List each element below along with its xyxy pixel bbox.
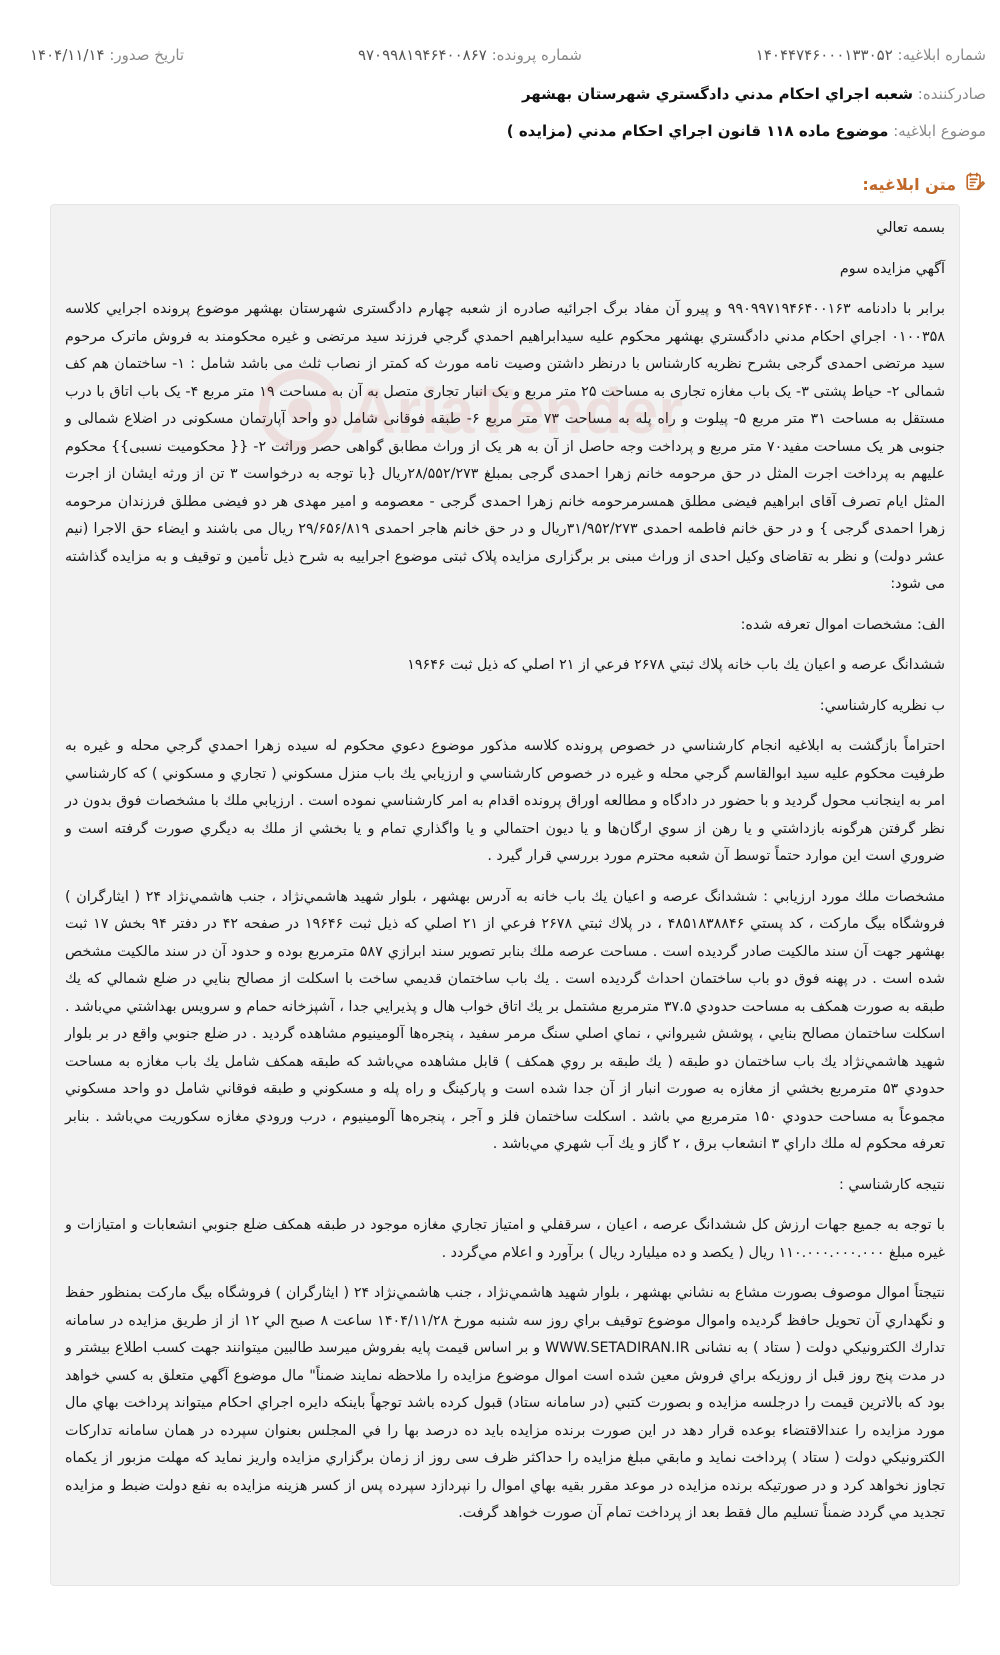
notice-number	[756, 46, 986, 70]
issue-date-label: تاريخ صدور:	[109, 46, 185, 64]
subject-line	[507, 122, 986, 140]
body-paragraph: ششدانگ عرصه و اعيان يك باب خانه پلاك ثبتي ۲۶۷۸ فرعي از ۲۱ اصلي كه ذيل ثبت ۱۹۶۴۶	[407, 657, 945, 673]
issuer-value: شعبه اجراي احکام مدني دادگستري شهرستان بهشهر	[521, 85, 913, 103]
body-paragraph: با توجه به جميع جهات ارزش كل ششدانگ عرصه ، اعيان ، سرقفلي و امتياز تجاري مغازه موجود در طبقه همكف ضلع جنوبي انشعابات و امتيازات و غيره مبلغ ۱۱۰.۰۰۰.۰۰۰.۰۰۰ ريال ( يكصد و ده ميليارد ريال ) برآورد و اعلام مي‌گردد .	[65, 1217, 945, 1261]
body-paragraph: ب نظريه کارشناسي:	[819, 697, 945, 714]
body-paragraph: نتيجه کارشناسي :	[838, 1176, 945, 1193]
notice-number-value: ۱۴۰۴۴۷۴۶۰۰۰۱۳۳۰۵۲	[755, 46, 893, 64]
body-paragraph: نتيجتاً اموال موصوف بصورت مشاع به نشاني بهشهر ، بلوار شهيد هاشمي‌نژاد ، جنب هاشمي‌نژاد ۲۴ ( ايثارگران ) فروشگاه بيگ ماركت بمنظور حفظ و نگهداري آن تحويل حافظ گرديده واموال موضوع توقيف براي روز سه شنبه مورخ ۱۴۰۴/۱۱/۲۸ ساعت ۸ صبح الي ۱۲ از از طريق مزايده در سامانه تدارك الكترونيكي دولت ( ستاد ) به نشانی WWW.SETADIRAN.IR و بر اساس قيمت پايه بفروش ميرسد طالبين ميتوانند جهت كسب اطلاع بيشتر و در مدت پنج روز قبل از روزيكه براي فروش معين شده است اموال موضوع مزايده را ملاحظه نمايند ضمناً" مال موضوع آگهي متعلق به كسي خواهد بود كه بالاترين قيمت را درجلسه مزايده و بصورت كتبي (در سامانه ستاد) قبول كرده باشد توجهاً باينكه دايره اجراي احكام ميتواند پرداخت بهاي مال مورد مزايده را عندالاقتضاء بوعده قرار دهد در اين صورت برنده مزايده بايد ده درصد بها را في المجلس بعنوان سپرده در همان سامانه تداركات الكترونيكي دولت ( ستاد ) پرداخت نمايد و مابقي مبلغ مزايده را حداكثر ظرف سی روز از زمان برگزاري مزايده واريز نمايد كه مهلت مزبور از يكماه تجاوز نخواهد كرد و در صورتيكه برنده مزايده در موعد مقرر بقيه بهاي اموال را نپردازد سپرده پس از كسر هزينه مزايده به نفع دولت ضبط و مزايده تجديد مي گردد ضمناً تسليم مال فقط بعد از پرداخت تمام آن صورت خواهد گرفت.	[65, 1285, 945, 1521]
case-number-label: شماره پرونده:	[491, 46, 582, 64]
body-paragraph: الف: مشخصات اموال تعرفه شده:	[740, 616, 945, 633]
body-paragraph: بسمه تعالي	[876, 220, 945, 236]
body-paragraph: برابر با دادنامه ۹۹۰۹۹۷۱۹۴۶۴۰۰۱۶۳ و پيرو آن مفاد برگ اجرائيه صادره از شعبه چهارم دادگستری شهرستان بهشهر موضوع پرونده اجرايي کلاسه ۰۱۰۰۳۵۸ اجراي احکام مدني دادگستري بهشهر محکوم عليه سيدابراهيم احمدي گرجي فرزند سيد مرتضی و غيره محکومند به فروش ماترک مرحوم سيد مرتضی احمدی گرجی بشرح نظريه کارشناس با درنظر داشتن وصيت نامه مورث که کمتر از نصاب ثلث می باشد شامل : ۱- ساختمان هم کف شمالی ۲- حياط پشتی ۳- يک باب مغازه تجاری به مساحت ۲۵ متر مربع و يک انبار تجاری متصل به آن به مساحت ۱۹ متر مربع ۴- يک باب اتاق با درب مستقل به مساحت ۳۱ متر مربع ۵- پيلوت و راه پله به مساحت ۷۳ متر مربع ۶- طبقه فوقانی شامل دو واحد آپارتمان مسکونی در اضلاع شمالی و جنوبی هر يک مساحت مفيد۷۰ متر مربع و پرداخت وجه حاصل از آن به هر يک از وراث مطابق گواهی حصر وراثت ۲- {{ محکوميت نسبی}} محکوم عليهم به پرداخت اجرت المثل در حق مرحومه خانم زهرا احمدی گرجی بمبلغ ۲۸/۵۵۲/۲۷۳ريال {با توجه به درخواست ۳ تن از ورثه ايشان از اجرت المثل ايام تصرف آقای ابراهيم فيضی مطلق همسرمرحومه خانم زهرا احمدی گرجی - معصومه و امير مهدی هر دو فيضی مطلق فرزندان مرحومه زهرا احمدی گرجی } و در حق خانم فاطمه احمدی ۳۱/۹۵۲/۲۷۳ريال و در حق خانم هاجر احمدی ۲۹/۶۵۶/۸۱۹ ريال می باشند و ايضاء حق الاجرا (نيم عشر دولت) و نظر به تقاضای وکيل احدی از وراث مبنی بر برگزاری مزايده پلاک ثبتی موضوع اجراييه به شرح ذيل تأمين و توقيف و به مزايده گذاشته می شود:	[65, 301, 946, 592]
notice-text-heading	[862, 172, 986, 196]
issue-date-value: ۱۴۰۴/۱۱/۱۴	[30, 46, 105, 64]
notice-number-label: شماره ابلاغيه:	[897, 46, 986, 64]
notice-text-title: متن ابلاغيه:	[862, 174, 956, 194]
notice-text-body	[50, 204, 960, 1586]
case-number-value: ۹۷۰۹۹۸۱۹۴۶۴۰۰۸۶۷	[357, 46, 487, 64]
case-number	[358, 46, 582, 70]
issuer-line	[522, 85, 986, 103]
issue-date	[30, 46, 184, 70]
body-paragraph: آگهي مزايده سوم	[839, 260, 945, 277]
subject-value: موضوع ماده ۱۱۸ قانون اجراي احکام مدني (مزايده )	[506, 122, 889, 140]
issuer-label: صادرکننده:	[917, 85, 986, 103]
notice-text-icon	[964, 171, 986, 197]
body-paragraph: مشخصات ملك مورد ارزيابي : ششدانگ عرصه و اعيان يك باب خانه به آدرس بهشهر ، بلوار شهيد هاشمي‌نژاد ، جنب هاشمي‌نژاد ۲۴ ( ايثارگران ) فروشگاه بيگ ماركت ، كد پستي ۴۸۵۱۸۳۸۸۴۶ ، در پلاك ثبتي ۲۶۷۸ فرعي از ۲۱ اصلي كه ذيل ثبت ۱۹۶۴۶ در صفحه ۴۲ در دفتر ۹۴ بخش ۱۷ ثبت بهشهر جهت آن سند مالكيت صادر گرديده است . مساحت عرصه ملك بنابر تصوير سند ابرازي ۵۸۷ مترمربع بوده و حدود آن در سند مالكيت مشخص شده است . در پهنه فوق دو باب ساختمان احداث گرديده است . يك باب ساختمان قديمي ساخت با اسكلت از مصالح بنايي در ضلع شمالي كه يك طبقه به صورت همكف به مساحت حدودي ۳۷.۵ مترمربع مشتمل بر يك اتاق خواب هال و پذيرايي جدا ، آشپزخانه حمام و سرويس بهداشتي مي‌باشد . اسكلت ساختمان مصالح بنايي ، پوشش شيرواني ، نماي اصلي سنگ مرمر سفيد ، پنجره‌ها آلومينيوم مشاهده گرديد . در ضلع جنوبي واقع در بر بلوار شهيد هاشمي‌نژاد يك باب ساختمان دو طبقه ( يك طبقه بر روي همكف ) قابل مشاهده مي‌باشد كه طبقه همكف شامل يك باب مغازه به مساحت حدودي ۵۳ مترمربع بخشي از مغازه به صورت انبار از آن جدا شده است و پاركينگ و راه پله و مسكوني و طبقه فوقاني شامل دو واحد مسكوني مجموعاً به مساحت حدودي ۱۵۰ مترمربع مي باشد . اسكلت ساختمان فلز و آجر ، پنجره‌ها آلومينيوم ، درب ورودي مغازه سكوريت مي‌باشد . بنابر تعرفه محكوم له ملك داراي ۳ انشعاب برق ، ۲ گاز و يك آب شهري مي‌باشد .	[65, 888, 946, 1152]
subject-label: موضوع ابلاغيه:	[893, 122, 986, 140]
notice-meta-row	[30, 46, 986, 70]
body-paragraph: احتراماً بازگشت به ابلاغيه انجام كارشناسي در خصوص پرونده كلاسه مذكور موضوع دعوي محكوم له سيده زهرا احمدي گرجي محله و غيره به طرفيت محكوم عليه سيد ابوالقاسم گرجي محله و غيره در خصوص كارشناسي و ارزيابي يك باب منزل مسكوني ( تجاري و مسكوني ) كه كارشناسي امر به اينجانب محول گرديد و با حضور در دادگاه و مطالعه اوراق پرونده اقدام به امر كارشناسي نموده است . ارزيابي ملك با مشخصات فوق بدون در نظر گرفتن هرگونه بازداشتي و يا رهن از سوي ارگان‌ها و يا ديون احتمالي و يا واگذاري تمام و يا بخشي از ملك به ديگري صورت گرفته است و ضروري است اين موارد حتماً توسط آن شعبه محترم مورد بررسي قرار گيرد .	[65, 738, 945, 864]
